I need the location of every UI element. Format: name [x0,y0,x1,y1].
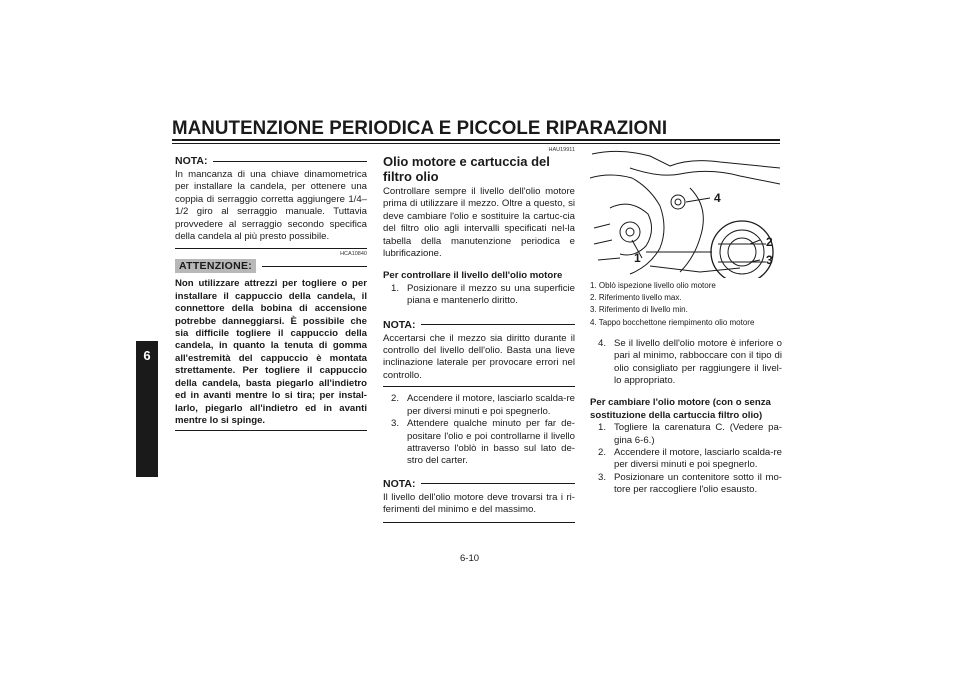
title-rule [172,139,780,141]
figure-caption-1: 1. Oblò ispezione livello olio motore [590,281,716,290]
nota-1-heading [175,155,367,167]
oil-filler-cap [671,195,685,209]
check-step-2: 2. Accendere il motore, lasciarlo scalda-re per diversi minuti e poi spegnerlo. [391,393,575,417]
nota-2-label: NOTA: [383,318,416,331]
check-step-4: 4. Se il livello dell'olio motore è inferiore o pari al minimo, rabboccare con il tipo di olio consigliato per raggiungere il livel-lo appropriato. [598,337,782,387]
nota-1-end-rule [175,248,367,249]
change-step-3: 3. Posizionare un contenitore sotto il mo-tore per raccogliere l'olio esausto. [598,471,782,496]
figure-label-3: 3 [766,253,773,267]
nota-3-end-rule [383,522,575,523]
figure-label-2: 2 [766,235,773,249]
engine-case-outline [590,175,664,274]
figure-label-4: 4 [714,191,721,205]
nota-1-text: In mancanza di una chiave dinamometrica per installare la candela, per ottenere una coppia di serraggio corretta aggiungere 1/4–1/2 giro al serraggio manuale. Tuttavia provvedere al serraggio secondo specifica della candela al più presto possibile. [175,169,367,243]
attention-label: ATTENZIONE: [175,259,256,273]
oil-sight-glass-small [620,222,640,242]
change-heading: Per cambiare l'olio motore (con o senza sostituzione della cartuccia filtro olio) [590,397,771,421]
chapter-number: 6 [143,348,151,363]
check-step-3: 3. Attendere qualche minuto per far de-positare l'olio e poi controllarne il livello attraverso l'oblò in basso sul lato de-stro del carter. [391,418,575,467]
page-number: 6-10 [460,553,480,564]
attention-heading [175,259,367,273]
change-step-1: 1. Togliere la carenatura C. (Vedere pa-gina 6-6.) [598,422,782,446]
crankcase-cover [610,204,652,255]
section-intro: Controllare sempre il livello dell'olio motore prima di utilizzare il mezzo. Oltre a questo, si deve cambiare l'olio e sostituire la cartuc-cia del filtro olio agli intervalli specificati nel-la tabella della manutenzione periodica e lubrificazione. [383,186,575,260]
sight-glass-detail-inner [720,230,764,274]
change-step-2: 2. Accendere il motore, lasciarlo scalda-re per diversi minuti e poi spegnerlo. [598,447,782,471]
attention-code: HCA10840 [340,251,367,258]
title-rule-thin [172,143,780,144]
section-title: Olio motore e cartuccia del filtro olio [383,154,550,184]
nota-1-label: NOTA: [175,155,208,167]
column-3 [590,280,782,497]
figure-label-1: 1 [634,251,641,265]
nota-3-text: Il livello dell'olio motore deve trovarsi tra i ri-ferimenti del minimo e del massimo. [383,491,575,516]
figure-caption-2: 2. Riferimento livello max. [590,293,682,303]
check-step-1: 1. Posizionare il mezzo su una superficie piana e mantenerlo diritto. [391,282,575,307]
nota-2-end-rule [383,386,575,387]
nota-2-text: Accertarsi che il mezzo sia diritto durante il controllo del livello dell'olio. Basta una lieve inclinazione laterale per provocare errori nel controllo. [383,332,575,381]
attention-end-rule [175,430,367,431]
column-2 [383,147,575,523]
fairing-outline [592,151,780,168]
figure-caption-4: 4. Tappo bocchettone riempimento olio motore [590,317,755,327]
column-1 [175,155,367,431]
engine-detail-lines [594,224,620,260]
check-heading: Per controllare il livello dell'olio motore [383,270,563,282]
nota-2-heading [383,319,575,331]
figure-caption-3: 3. Riferimento di livello min. [590,305,688,315]
nota-3-heading [383,478,575,490]
nota-3-label: NOTA: [383,477,416,490]
section-code: HAU19911 [548,147,575,153]
engine-oil-figure [590,148,782,278]
frame-line [630,168,780,184]
attention-text: Non utilizzare attrezzi per togliere o per installare il cappuccio della candela, il connettore della bobina di accensione potrebbe danneggiarsi. È possibile che sia difficile togliere il cappuccio della candela, in quanto la tenuta di gomma all'estremità del cappuccio è montata strettamente. Per togliere il cappuccio della candela, basta piegarlo all'indietro ed in avanti mentre lo si tira; per instal-larlo, piegarlo all'indietro ed in avanti mentre lo si spinge. [175,278,367,426]
page-title: MANUTENZIONE PERIODICA E PICCOLE RIPARAZIONI [172,117,668,139]
